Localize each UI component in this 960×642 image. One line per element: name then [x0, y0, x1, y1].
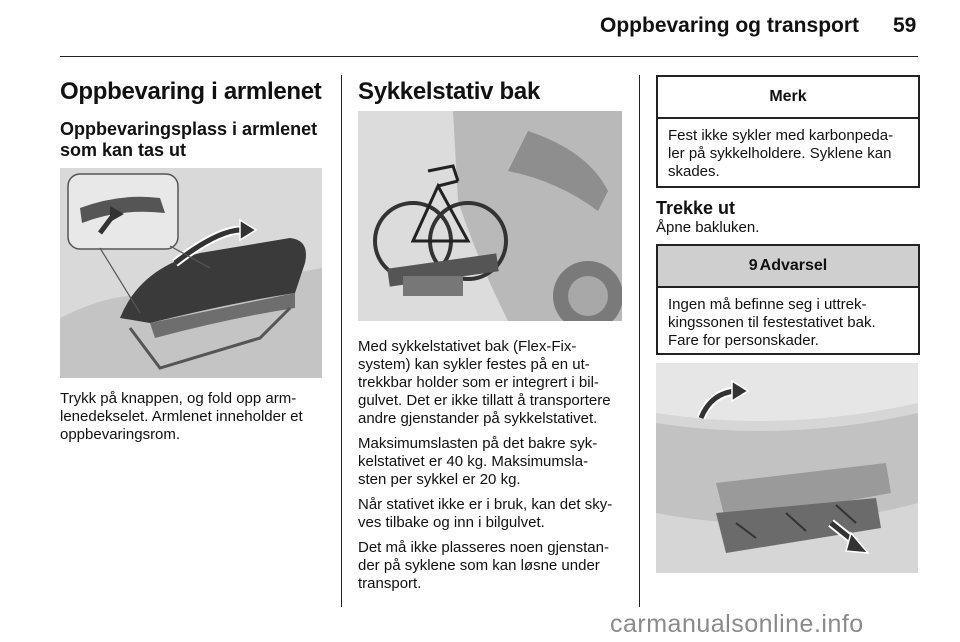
- page-number: 59: [893, 14, 917, 37]
- text-line: ves tilbake og inn i bilgulvet.: [358, 514, 545, 531]
- warning-title-text: Advarsel: [759, 257, 828, 274]
- note-line: skades.: [668, 163, 720, 180]
- text-line: der på syklene som kan løsne under: [358, 557, 600, 574]
- text-line: gulvet. Det er ikke tillatt å transportere: [358, 392, 611, 409]
- text-line: andre gjenstander på sykkelstativet.: [358, 410, 598, 427]
- note-title: Merk: [658, 77, 918, 119]
- caption-line: oppbevaringsrom.: [60, 426, 181, 443]
- note-body: [658, 119, 918, 187]
- warning-line: kingssonen til festestativet bak.: [668, 314, 876, 331]
- warning-triangle-icon: 9: [748, 257, 758, 274]
- text-line: kelstativet er 40 kg. Maksimumsla-: [358, 453, 589, 470]
- subheading-line: som kan tas ut: [60, 140, 187, 160]
- subheading-line: Oppbevaringsplass i armlenet: [60, 119, 318, 139]
- text-line: Maksimumslasten på det bakre syk-: [358, 435, 598, 452]
- column-divider-right: [639, 75, 640, 607]
- paragraph: [358, 338, 633, 428]
- bike-rack-illustration: [358, 111, 622, 321]
- text-line: trekkbar holder som er integrert i bil-: [358, 374, 599, 391]
- paragraph: [358, 496, 633, 532]
- section-heading-armrest: Oppbevaring i armlenet: [60, 78, 322, 105]
- subheading-pull-out: Trekke ut: [656, 198, 736, 218]
- note-box: [656, 75, 920, 188]
- caption-line: Trykk på knappen, og fold opp arm-: [60, 390, 297, 407]
- warning-body: [658, 288, 918, 356]
- armrest-illustration: [60, 168, 322, 378]
- section-heading-bike-rack: Sykkelstativ bak: [358, 78, 540, 105]
- paragraph: [358, 435, 633, 489]
- armrest-caption: [60, 390, 330, 444]
- text-line: Med sykkelstativet bak (Flex-Fix-: [358, 338, 577, 355]
- warning-box: [656, 244, 920, 355]
- warning-line: Fare for personskader.: [668, 332, 819, 349]
- page-header-title: Oppbevaring og transport: [600, 14, 860, 37]
- note-line: ler på sykkelholdere. Syklene kan: [668, 145, 892, 162]
- rack-pull-out-illustration: [656, 363, 918, 573]
- note-line: Fest ikke sykler med karbonpeda-: [668, 127, 894, 144]
- text-line: system) kan sykler festes på en ut-: [358, 356, 590, 373]
- subheading-armrest: [60, 119, 317, 161]
- text-line: transport.: [358, 575, 422, 592]
- caption-line: lenedekselet. Armlenet inneholder et: [60, 408, 303, 425]
- warning-line: Ingen må befinne seg i uttrek-: [668, 296, 867, 313]
- paragraph: [358, 539, 633, 593]
- watermark: carmanualsonline.info: [610, 610, 864, 638]
- text-line: sten per sykkel er 20 kg.: [358, 471, 521, 488]
- warning-title: [658, 246, 918, 288]
- header-divider: [60, 56, 918, 57]
- text-line: Når stativet ikke er i bruk, kan det sky-: [358, 496, 613, 513]
- text-line: Det må ikke plasseres noen gjenstan-: [358, 539, 609, 556]
- column-divider-left: [341, 75, 342, 607]
- open-tailgate-text: Åpne bakluken.: [656, 219, 760, 236]
- bike-rack-text: [358, 338, 633, 600]
